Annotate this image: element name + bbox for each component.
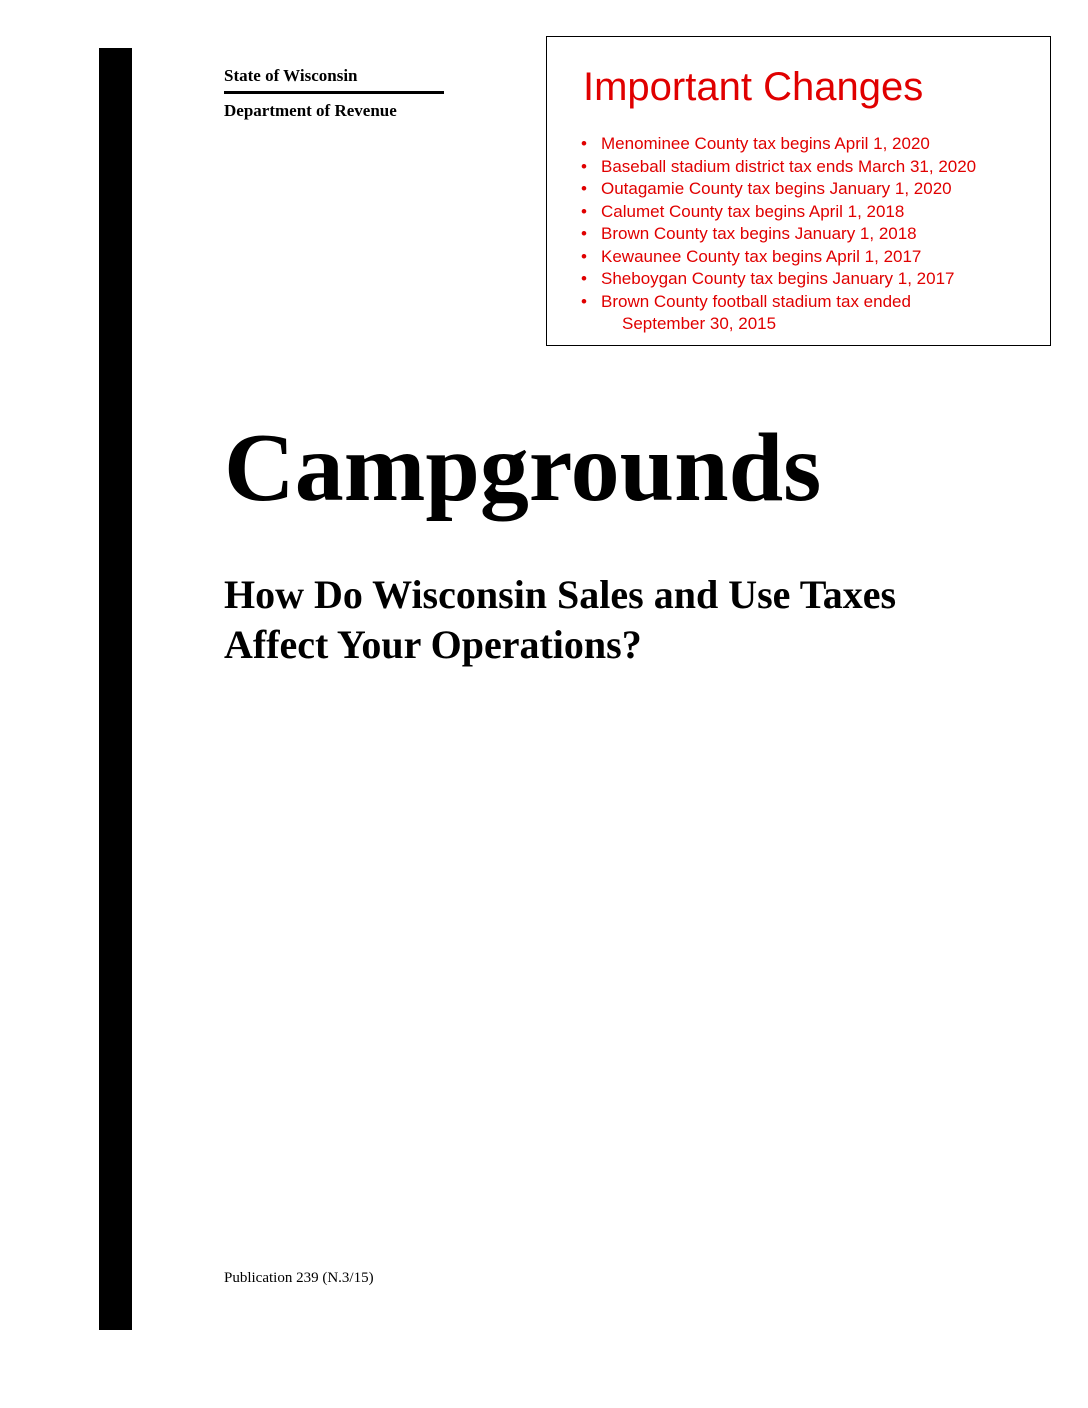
important-changes-box [546, 36, 1051, 346]
change-item [581, 133, 976, 156]
change-item [581, 201, 976, 224]
department-name: Department of Revenue [224, 101, 397, 120]
change-item [581, 156, 976, 179]
change-item [581, 268, 976, 291]
change-item [581, 246, 976, 269]
bullet-icon: • [581, 134, 587, 153]
page-title: Campgrounds [224, 414, 822, 522]
change-item [581, 178, 976, 201]
bullet-icon: • [581, 224, 587, 243]
bullet-icon: • [581, 156, 587, 176]
bullet-icon: • [581, 246, 587, 266]
agency-block [224, 65, 444, 122]
change-item-text: Menominee County tax begins April 1, 2020 [601, 134, 930, 153]
side-bar [99, 48, 132, 1330]
change-item-text: Kewaunee County tax begins April 1, 2017 [601, 246, 922, 266]
change-item-text: Baseball stadium district tax ends March 31, 2020 [601, 156, 977, 176]
change-item-text: Calumet County tax begins April 1, 2018 [601, 201, 905, 221]
subtitle-line-2: Affect Your Operations? [224, 622, 642, 667]
change-item-text: Brown County football stadium tax ended [601, 291, 911, 311]
bullet-icon: • [581, 201, 587, 221]
change-item-text: Brown County tax begins January 1, 2018 [601, 224, 917, 243]
change-item-continuation: September 30, 2015 [622, 314, 777, 333]
bullet-icon: • [581, 291, 587, 311]
publication-number: Publication 239 (N.3/15) [224, 1270, 374, 1286]
page-subtitle [224, 570, 1044, 670]
bullet-icon: • [581, 179, 587, 198]
important-changes-title: Important Changes [583, 65, 924, 109]
bullet-icon: • [581, 269, 587, 288]
change-item-text: Sheboygan County tax begins January 1, 2017 [601, 269, 955, 288]
change-item [581, 291, 976, 336]
change-item [581, 223, 976, 246]
subtitle-line-1: How Do Wisconsin Sales and Use Taxes [224, 572, 897, 617]
important-changes-list [581, 133, 976, 336]
state-name: State of Wisconsin [224, 65, 444, 94]
change-item-text: Outagamie County tax begins January 1, 2020 [601, 179, 952, 198]
